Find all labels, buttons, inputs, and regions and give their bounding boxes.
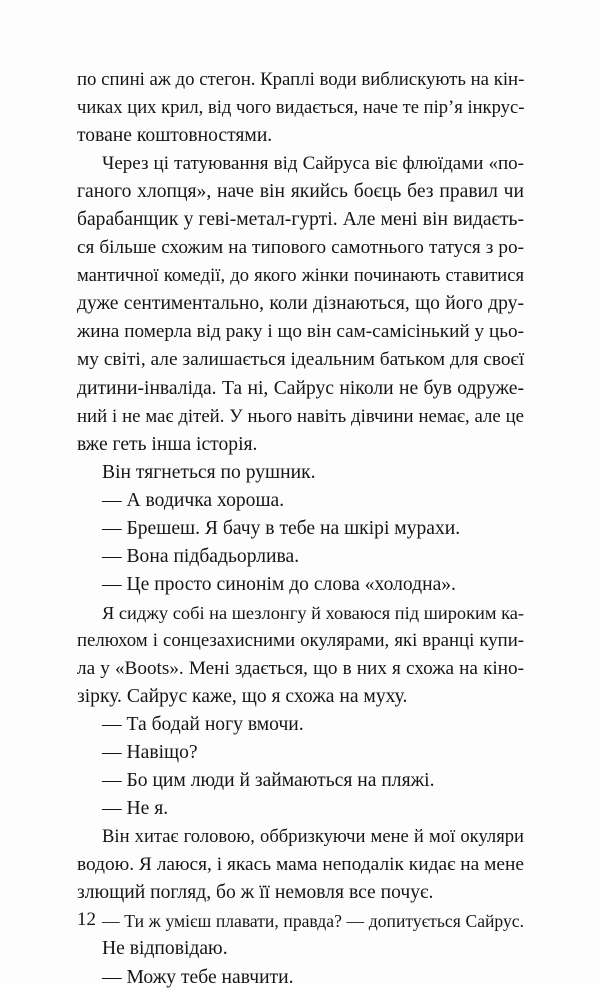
text-line: чиках цих крил, від чого видається, наче те пір’я інкрус- xyxy=(77,97,525,119)
text-line: водою. Я лаюся, і якась мама неподалік кидає на мене xyxy=(77,854,524,876)
text-line: дитини-інваліда. Та ні, Сайрус ніколи не був одруже- xyxy=(77,377,524,399)
text-line: — Вона підбадьорлива. xyxy=(102,545,300,567)
text-line: Він хитає головою, оббризкуючи мене й мої окуляри xyxy=(102,826,524,848)
page-number: 12 xyxy=(77,909,96,930)
text-line: — Навіщо? xyxy=(102,742,198,764)
text-line: — Це просто синонім до слова «холодна». xyxy=(102,573,456,595)
text-line: мантичної комедії, до якого жінки починають ставитися xyxy=(77,265,524,287)
text-line: злющий погляд, бо ж її немовля все почує. xyxy=(77,882,434,904)
text-line: — Брешеш. Я бачу в тебе на шкірі мурахи. xyxy=(102,517,461,539)
text-line: ганого хлопця», наче він якийсь боєць без правил чи xyxy=(77,181,524,203)
text-line: пелюхом і сонцезахисними окулярами, які вранці купи- xyxy=(77,629,524,651)
text-line: Він тягнеться по рушник. xyxy=(102,461,316,483)
text-line: дуже сентиментально, коли дізнаються, що його дру- xyxy=(77,293,524,315)
text-line: Через ці татуювання від Сайруса віє флюїдами «по- xyxy=(102,153,524,175)
text-line: зірку. Сайрус каже, що я схожа на муху. xyxy=(77,686,408,708)
text-line: — Не я. xyxy=(102,798,169,820)
text-line: — Бо цим люди й займаються на пляжі. xyxy=(102,770,435,792)
body-text xyxy=(77,66,524,992)
text-line: Не відповідаю. xyxy=(102,938,228,960)
text-line: ла у «Boots». Мені здається, що в них я схожа на кіно- xyxy=(77,657,524,679)
text-line: барабанщик у геві-метал-гурті. Але мені він видаєть- xyxy=(77,209,524,231)
text-line: Я сиджу собі на шезлонгу й ховаюся під широким ка- xyxy=(102,602,525,623)
text-line: — Ти ж умієш плавати, правда? — допитується Сайрус. xyxy=(102,911,524,932)
text-line: — Можу тебе навчити. xyxy=(102,966,294,988)
text-line: — А водичка хороша. xyxy=(102,489,285,511)
text-line: вже геть інша історія. xyxy=(77,433,258,455)
text-line: му світі, але залишається ідеальним батьком для своєї xyxy=(77,349,525,371)
text-line: ний і не має дітей. У нього навіть дівчини немає, але це xyxy=(77,405,524,427)
text-line: — Та бодай ногу вмочи. xyxy=(102,714,304,736)
text-line: по спині аж до стегон. Краплі води виблискують на кін- xyxy=(77,69,525,90)
text-line: товане коштовностями. xyxy=(77,125,273,147)
text-line: ся більше схожим на типового самотнього татуся з ро- xyxy=(77,237,524,259)
text-line: жина померла від раку і що він сам-самісінький у цьо- xyxy=(77,321,524,343)
